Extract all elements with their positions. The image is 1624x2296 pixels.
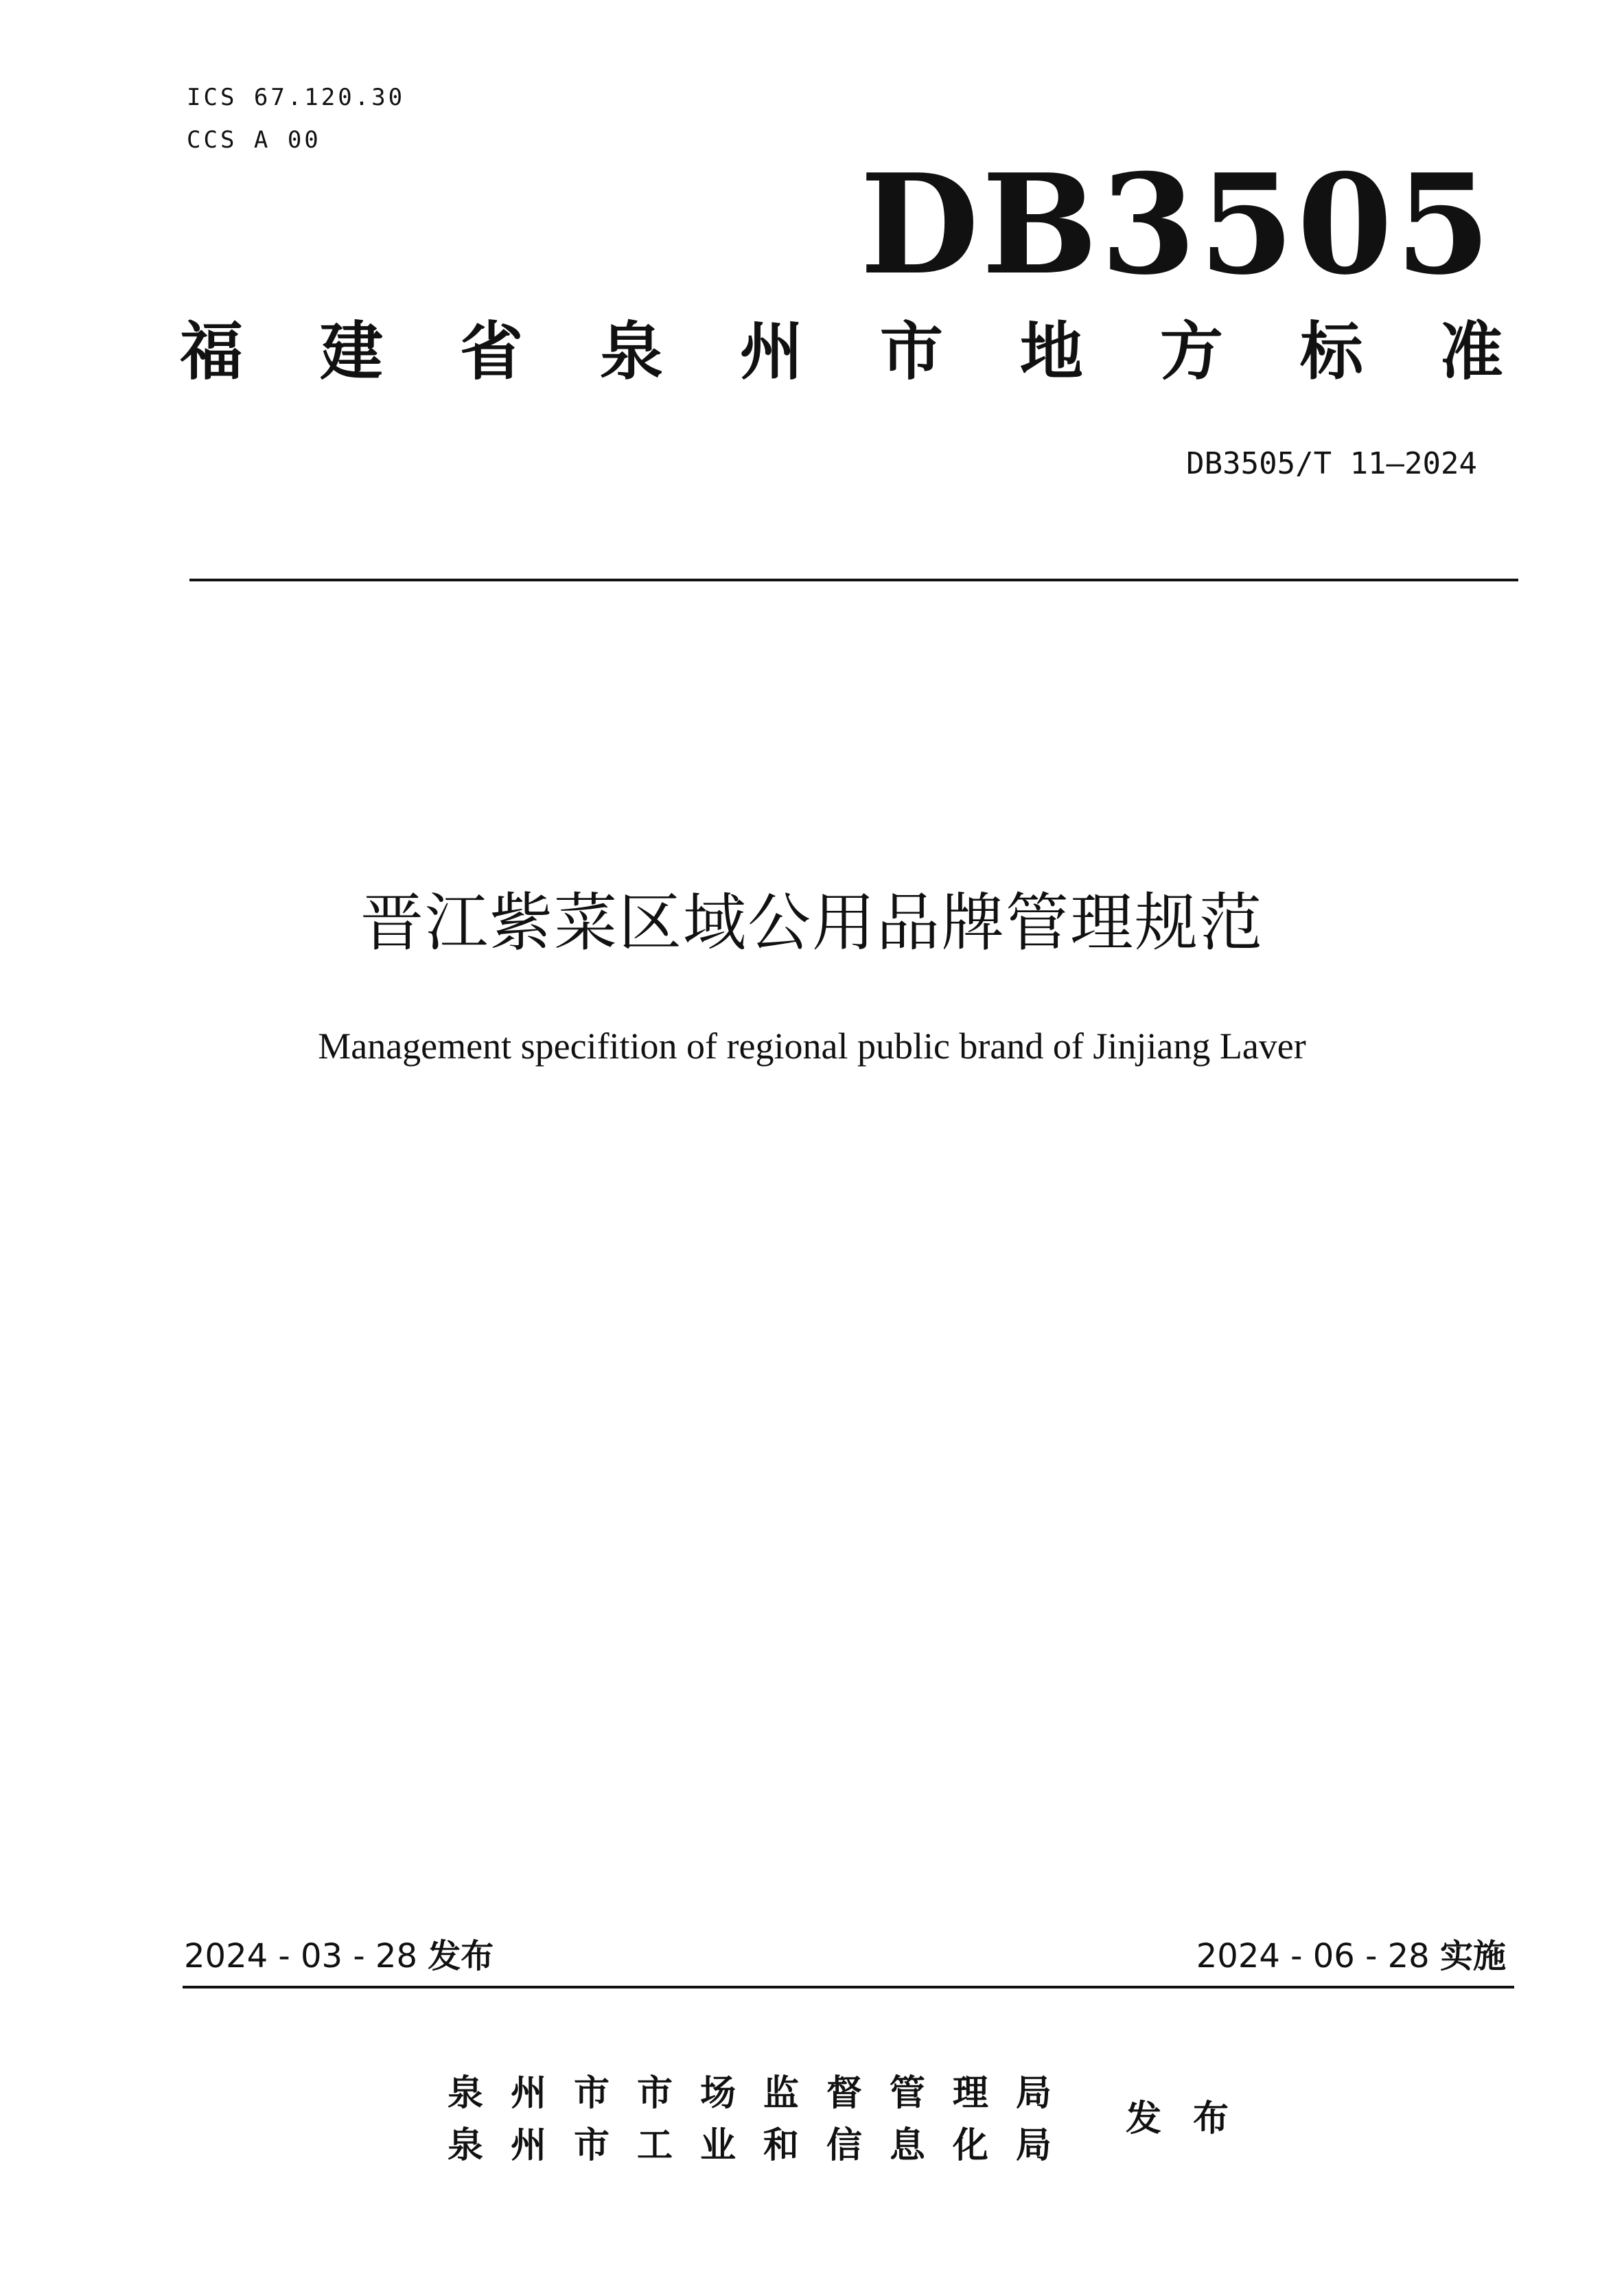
footer-divider: [183, 1986, 1514, 1988]
document-title-zh: 晋江紫菜区域公用品牌管理规范: [360, 886, 1264, 960]
issuer-char: 业: [699, 2125, 736, 2166]
standard-type-char: 福: [180, 315, 244, 389]
issuer-char: 督: [826, 2073, 862, 2114]
issuer-char: 市: [636, 2073, 673, 2114]
issuer-market-regulation: [448, 2072, 1052, 2115]
standard-type-char: 省: [459, 315, 523, 389]
standard-number: DB3505/T 11—2024: [1186, 446, 1477, 481]
publish-label: [1126, 2097, 1229, 2141]
release-date: 2024 - 03 - 28: [184, 1937, 417, 1975]
release-date-block: [184, 1936, 494, 1977]
implement-date: 2024 - 06 - 28: [1196, 1937, 1430, 1975]
issuer-char: 泉: [448, 2125, 484, 2166]
implement-date-block: [1196, 1936, 1506, 1977]
db-standard-code: DB3505: [859, 144, 1494, 305]
issuer-char: 化: [952, 2125, 988, 2166]
standard-type-heading: [180, 314, 1503, 390]
issuer-char: 监: [763, 2073, 799, 2114]
issuer-char: 管: [889, 2073, 925, 2114]
standard-type-char: 标: [1299, 315, 1363, 389]
issuer-char: 场: [699, 2073, 736, 2114]
document-title-en: Management specifition of regional public brand of Jinjiang Laver: [318, 1025, 1306, 1067]
standard-type-char: 泉: [599, 315, 663, 389]
issuer-char: 市: [573, 2073, 610, 2114]
standard-type-char: 建: [319, 315, 383, 389]
standard-type-char: 市: [879, 315, 943, 389]
issuer-char: 市: [573, 2125, 610, 2166]
issuer-char: 工: [636, 2125, 673, 2166]
issuer-char: 州: [510, 2125, 546, 2166]
issuer-char: 局: [1015, 2073, 1052, 2114]
issuer-char: 泉: [448, 2073, 484, 2114]
ccs-code: CCS A 00: [187, 126, 321, 154]
publish-char: 布: [1192, 2098, 1229, 2140]
release-label: 发布: [428, 1937, 494, 1975]
implement-label: 实施: [1439, 1937, 1506, 1975]
issuer-char: 局: [1015, 2125, 1052, 2166]
issuer-char: 息: [889, 2125, 925, 2166]
standard-type-char: 地: [1019, 315, 1083, 389]
standard-type-char: 州: [739, 315, 803, 389]
ics-code: ICS 67.120.30: [187, 84, 406, 111]
issuer-char: 信: [826, 2125, 862, 2166]
standard-type-char: 准: [1439, 315, 1503, 389]
standard-type-char: 方: [1159, 315, 1223, 389]
issuer-char: 和: [763, 2125, 799, 2166]
publish-char: 发: [1126, 2098, 1162, 2140]
issuer-industry-it: [448, 2124, 1052, 2168]
header-divider: [189, 579, 1518, 581]
issuer-char: 理: [952, 2073, 988, 2114]
issuer-char: 州: [510, 2073, 546, 2114]
